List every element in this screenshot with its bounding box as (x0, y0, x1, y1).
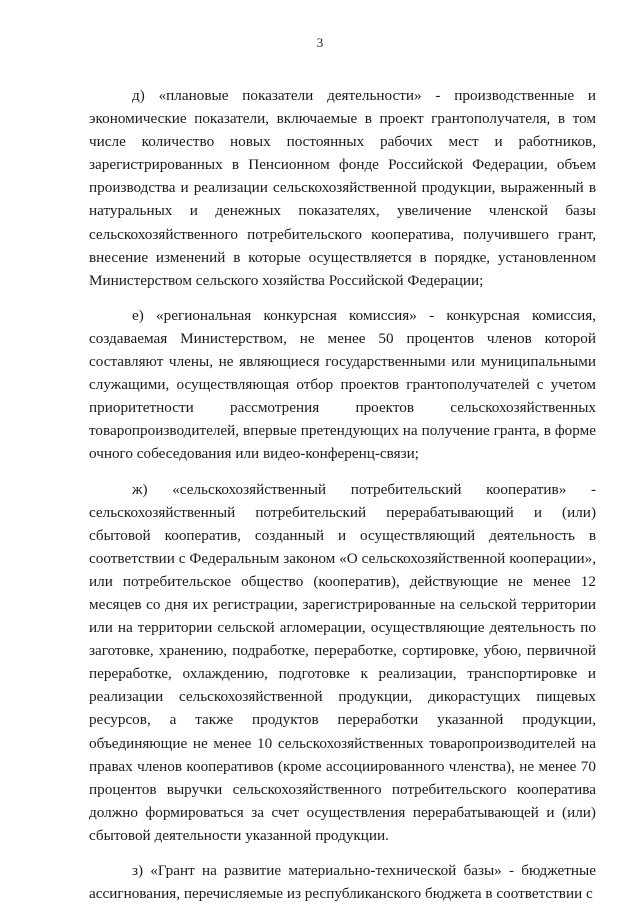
page-number: 3 (316, 35, 324, 50)
paragraph-d: д) «плановые показатели деятельности» - производственные и экономические показатели, включаемые в проект грантополучателя, в том числе количество новых постоянных рабочих мест и работников, зарегистрированных в Пенсионном фонде Российской Федерации, объем производства и реализации сельскохозяйственной продукции, выраженный в натуральных и денежных показателях, увеличение членской базы сельскохозяйственного потребительского кооператива, получившего грант, внесение изменений в которые осуществляется в порядке, установленном Министерством сельского хозяйства Российской Федерации; (89, 87, 596, 289)
paragraph-zh: ж) «сельскохозяйственный потребительский кооператив» - сельскохозяйственный потребительский перерабатывающий и (или) сбытовой кооператив, созданный и осуществляющий деятельность в соответствии с Федеральным законом «О сельскохозяйственной кооперации», или потребительское общество (кооператив), действующие не менее 12 месяцев со дня их регистрации, зарегистрированные на сельской территории или на территории сельской агломерации, осуществляющие деятельность по заготовке, хранению, подработке, переработке, сортировке, убою, первичной переработке, охлаждению, подготовке к реализации, транспортировке и реализации сельскохозяйственной продукции, дикорастущих пищевых ресурсов, а также продуктов переработки указанной продукции, объединяющие не менее 10 сельскохозяйственных товаропроизводителей на правах членов кооперативов (кроме ассоциированного членства), не менее 70 процентов выручки сельскохозяйственного потребительского кооператива должно формироваться за счет осуществления перерабатывающей и (или) сбытовой деятельности указанной продукции. (89, 480, 596, 844)
document-body (89, 84, 596, 905)
paragraph-z: з) «Грант на развитие материально-технической базы» - бюджетные ассигнования, перечисляемые из республиканского бюджета в соответствии с (89, 862, 596, 903)
paragraph-e: е) «региональная конкурсная комиссия» - конкурсная комиссия, создаваемая Министерством, не менее 50 процентов членов которой составляют члены, не являющиеся государственными или муниципальными служащими, осуществляющая отбор проектов грантополучателей с учетом приоритетности рассмотрения проектов сельскохозяйственных товаропроизводителей, впервые претендующих на получение гранта, в форме очного собеседования или видео-конференц-связи; (89, 306, 596, 463)
